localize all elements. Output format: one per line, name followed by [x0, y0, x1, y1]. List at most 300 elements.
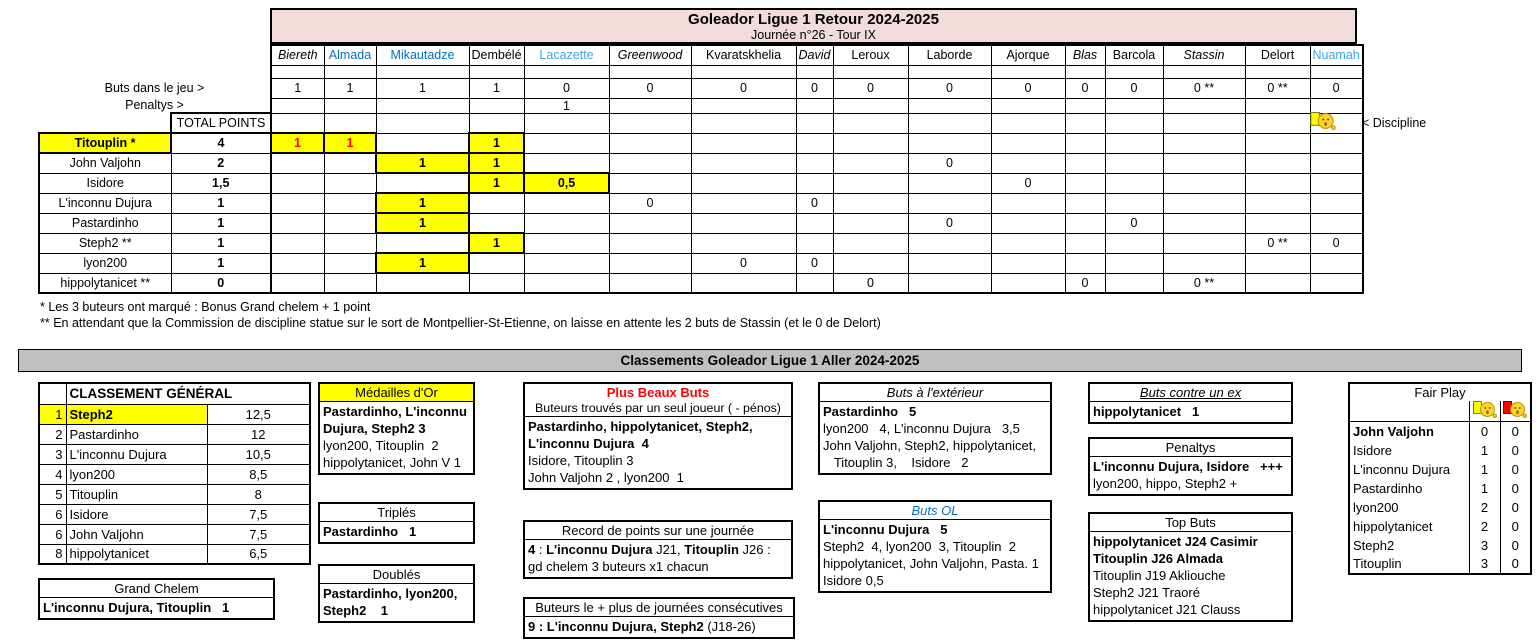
player-name-cell[interactable]: Isidore [39, 173, 171, 193]
total-row-cell[interactable] [908, 113, 991, 133]
player-name-cell[interactable]: Steph2 [1353, 537, 1395, 553]
empty-cell[interactable] [1310, 133, 1363, 153]
empty-cell[interactable] [991, 213, 1065, 233]
empty-cell[interactable] [324, 253, 376, 273]
goal-cell[interactable]: 1 [271, 133, 324, 153]
empty-cell[interactable] [524, 65, 609, 78]
points-cell[interactable]: 8 [207, 484, 310, 504]
empty-cell[interactable] [691, 133, 796, 153]
empty-cell[interactable] [1105, 193, 1163, 213]
player-name-cell[interactable]: L'inconnu Dujura [39, 193, 171, 213]
penalty-value-cell[interactable] [1163, 98, 1245, 113]
buts-value-cell[interactable]: 0 [524, 78, 609, 98]
empty-cell[interactable] [324, 153, 376, 173]
scorer-header-leroux[interactable]: Leroux [833, 45, 908, 65]
player-name-cell[interactable]: Steph2 [66, 404, 207, 424]
buts-value-cell[interactable]: 0 ** [1245, 78, 1310, 98]
player-name-cell[interactable]: Pastardinho [39, 213, 171, 233]
classement-row [39, 484, 310, 504]
player-total-cell[interactable]: 1 [171, 193, 271, 213]
red-card-count[interactable]: 0 [1500, 441, 1531, 460]
box-line-segment: Pastardinho, hippolytanicet, Steph2, L'inconnu Dujura 4 [528, 419, 760, 451]
rank-cell[interactable]: 6 [39, 524, 66, 544]
empty-cell[interactable] [991, 253, 1065, 273]
spacer [1349, 401, 1469, 422]
total-row-cell[interactable] [796, 113, 833, 133]
empty-cell[interactable] [376, 233, 469, 253]
box-line [525, 418, 791, 452]
yellow-card-count[interactable]: 2 [1469, 498, 1500, 517]
red-card-count[interactable]: 0 [1500, 460, 1531, 479]
empty-cell[interactable] [1310, 65, 1363, 78]
goal-cell[interactable]: 0 [1310, 233, 1363, 253]
empty-cell[interactable] [1105, 153, 1163, 173]
goal-cell[interactable]: 0 [908, 153, 991, 173]
goal-cell[interactable]: 0 ** [1163, 273, 1245, 293]
goal-cell[interactable]: 0 [1105, 213, 1163, 233]
yellow-card-smiley-icon [1469, 401, 1500, 422]
empty-cell[interactable] [908, 253, 991, 273]
empty-cell[interactable] [1245, 193, 1310, 213]
box-title: Triplés [320, 504, 473, 522]
empty-cell[interactable] [1065, 233, 1105, 253]
player-name-cell[interactable]: John Valjohn [66, 524, 207, 544]
total-row-cell[interactable] [524, 113, 609, 133]
empty-cell[interactable] [1065, 133, 1105, 153]
red-card-count[interactable]: 0 [1500, 517, 1531, 536]
buts-value-cell[interactable]: 1 [271, 78, 324, 98]
empty-cell[interactable] [271, 65, 324, 78]
box-title: Plus Beaux Buts [606, 385, 710, 400]
empty-cell[interactable] [1245, 133, 1310, 153]
empty-cell[interactable] [1105, 253, 1163, 273]
empty-cell[interactable] [324, 233, 376, 253]
rank-cell[interactable]: 1 [39, 404, 66, 424]
box-line-segment: : [535, 542, 547, 557]
yellow-card-count[interactable]: 3 [1469, 555, 1500, 574]
scorer-header-stassin[interactable]: Stassin [1163, 45, 1245, 65]
empty-cell[interactable] [691, 173, 796, 193]
penalty-value-cell[interactable] [469, 98, 524, 113]
empty-cell[interactable] [908, 133, 991, 153]
penalty-value-cell[interactable] [908, 98, 991, 113]
empty-cell[interactable] [1245, 273, 1310, 293]
empty-cell[interactable] [271, 253, 324, 273]
total-row-cell[interactable] [1065, 113, 1105, 133]
player-name-cell[interactable]: Steph2 ** [39, 233, 171, 253]
empty-cell[interactable] [609, 133, 691, 153]
player-name-cell[interactable]: hippolytanicet [1353, 518, 1433, 534]
buts-value-cell[interactable]: 0 ** [1163, 78, 1245, 98]
empty-cell[interactable] [908, 273, 991, 293]
empty-cell[interactable] [833, 253, 908, 273]
player-name-cell[interactable]: L'inconnu Dujura [1353, 461, 1451, 477]
empty-cell[interactable] [1310, 193, 1363, 213]
scorer-header-laborde[interactable]: Laborde [908, 45, 991, 65]
empty-cell[interactable] [991, 233, 1065, 253]
player-total-cell[interactable]: 1 [171, 233, 271, 253]
penalty-value-cell[interactable] [609, 98, 691, 113]
empty-cell[interactable] [609, 213, 691, 233]
goal-cell[interactable]: 1 [324, 133, 376, 153]
buts-value-cell[interactable]: 0 [609, 78, 691, 98]
buts-value-cell[interactable]: 0 [1105, 78, 1163, 98]
page-subtitle: Journée n°26 - Tour IX [751, 28, 876, 42]
empty-cell[interactable] [324, 273, 376, 293]
empty-cell[interactable] [1310, 213, 1363, 233]
goal-cell[interactable]: 1 [376, 253, 469, 273]
goal-cell[interactable]: 0 [991, 173, 1065, 193]
box-line [525, 469, 791, 486]
empty-cell[interactable] [324, 213, 376, 233]
empty-cell[interactable] [271, 273, 324, 293]
penalty-value-cell[interactable] [796, 98, 833, 113]
rank-cell[interactable]: 6 [39, 504, 66, 524]
empty-cell[interactable] [376, 133, 469, 153]
scorer-header-dembélé[interactable]: Dembélé [469, 45, 524, 65]
scorer-header-biereth[interactable]: Biereth [271, 45, 324, 65]
total-row-cell[interactable] [833, 113, 908, 133]
goal-cell[interactable]: 0 [1065, 273, 1105, 293]
player-name-cell[interactable]: lyon200 [66, 464, 207, 484]
record-points-box [523, 520, 793, 579]
empty-cell[interactable] [1163, 213, 1245, 233]
empty-cell[interactable] [991, 65, 1065, 78]
empty-cell[interactable] [376, 65, 469, 78]
player-name-cell[interactable]: hippolytanicet ** [39, 273, 171, 293]
empty-cell[interactable] [1163, 233, 1245, 253]
player-name-cell[interactable]: lyon200 [39, 253, 171, 273]
empty-cell[interactable] [524, 233, 609, 253]
box-title: Penaltys [1090, 439, 1291, 457]
player-name-cell[interactable]: Pastardinho [1353, 480, 1423, 496]
empty-cell[interactable] [1105, 273, 1163, 293]
goal-cell[interactable]: 1 [469, 173, 524, 193]
empty-cell[interactable] [524, 253, 609, 273]
buts-value-cell[interactable]: 0 [833, 78, 908, 98]
player-name-cell[interactable]: Pastardinho [66, 424, 207, 444]
empty-cell[interactable] [908, 173, 991, 193]
classement-general-table [38, 382, 311, 565]
penalty-value-cell[interactable] [833, 98, 908, 113]
buts-value-cell[interactable]: 1 [469, 78, 524, 98]
empty-cell[interactable] [1065, 65, 1105, 78]
yellow-card-count[interactable]: 1 [1469, 460, 1500, 479]
empty-cell[interactable] [691, 65, 796, 78]
points-cell[interactable]: 7,5 [207, 524, 310, 544]
box-line-segment: hippolytanicet J21 Clauss [1093, 602, 1241, 617]
scorer-header-blas[interactable]: Blas [1065, 45, 1105, 65]
total-row-cell[interactable] [991, 113, 1065, 133]
empty-cell[interactable] [324, 193, 376, 213]
empty-cell[interactable] [1105, 65, 1163, 78]
empty-cell[interactable] [1310, 153, 1363, 173]
buts-value-cell[interactable]: 1 [376, 78, 469, 98]
empty-cell[interactable] [691, 193, 796, 213]
player-total-cell[interactable]: 2 [171, 153, 271, 173]
box-line [1090, 458, 1291, 475]
empty-cell[interactable] [271, 213, 324, 233]
empty-cell[interactable] [796, 65, 833, 78]
total-row-cell[interactable] [609, 113, 691, 133]
buts-value-cell[interactable]: 0 [1310, 78, 1363, 98]
penalty-value-cell[interactable] [1105, 98, 1163, 113]
player-name-cell[interactable]: John Valjohn [1353, 423, 1434, 439]
penalty-value-cell[interactable] [1310, 98, 1363, 113]
empty-cell[interactable] [1105, 233, 1163, 253]
red-card-count[interactable]: 0 [1500, 498, 1531, 517]
scorer-header-barcola[interactable]: Barcola [1105, 45, 1163, 65]
goal-cell[interactable]: 1 [376, 193, 469, 213]
empty-cell[interactable] [1065, 173, 1105, 193]
scorer-header-david[interactable]: David [796, 45, 833, 65]
empty-cell[interactable] [1245, 173, 1310, 193]
red-card-count[interactable]: 0 [1500, 422, 1531, 441]
goal-cell[interactable]: 1 [376, 213, 469, 233]
goal-cell[interactable]: 0 [908, 213, 991, 233]
goal-cell[interactable]: 0 [796, 253, 833, 273]
player-total-cell[interactable]: 0 [171, 273, 271, 293]
empty-cell[interactable] [1245, 253, 1310, 273]
scorer-header-kvaratskhelia[interactable]: Kvaratskhelia [691, 45, 796, 65]
empty-cell[interactable] [833, 193, 908, 213]
empty-cell[interactable] [1245, 65, 1310, 78]
scorer-header-ajorque[interactable]: Ajorque [991, 45, 1065, 65]
yellow-card-count[interactable]: 2 [1469, 517, 1500, 536]
empty-cell[interactable] [691, 213, 796, 233]
player-name-cell[interactable]: Isidore [66, 504, 207, 524]
empty-cell[interactable] [271, 193, 324, 213]
empty-cell[interactable] [524, 213, 609, 233]
empty-cell[interactable] [1163, 253, 1245, 273]
empty-cell[interactable] [609, 173, 691, 193]
red-card-smiley-icon [1500, 401, 1531, 422]
buts-value-cell[interactable]: 0 [796, 78, 833, 98]
empty-cell[interactable] [609, 153, 691, 173]
points-cell[interactable]: 6,5 [207, 544, 310, 564]
classement-row [39, 444, 310, 464]
rank-cell[interactable]: 3 [39, 444, 66, 464]
scorer-header-delort[interactable]: Delort [1245, 45, 1310, 65]
player-name-cell[interactable]: hippolytanicet [66, 544, 207, 564]
points-cell[interactable]: 7,5 [207, 504, 310, 524]
goal-cell[interactable]: 1 [469, 133, 524, 153]
player-total-cell[interactable]: 4 [171, 133, 271, 153]
penalty-value-cell[interactable] [691, 98, 796, 113]
empty-cell[interactable] [1065, 193, 1105, 213]
total-row-cell[interactable] [376, 113, 469, 133]
empty-cell[interactable] [1245, 213, 1310, 233]
player-name-cell[interactable]: Titouplin * [39, 133, 171, 153]
empty-cell[interactable] [1163, 65, 1245, 78]
empty-cell[interactable] [991, 193, 1065, 213]
total-row-cell[interactable] [271, 113, 324, 133]
total-row-cell[interactable] [691, 113, 796, 133]
goal-cell[interactable]: 0,5 [524, 173, 609, 193]
fair-play-row [1349, 460, 1531, 479]
empty-cell[interactable] [991, 153, 1065, 173]
classement-corner-cell[interactable] [39, 383, 66, 404]
empty-cell[interactable] [796, 153, 833, 173]
empty-cell[interactable] [271, 173, 324, 193]
empty-cell[interactable] [1065, 253, 1105, 273]
box-line-segment: Titouplin 3, Isidore 2 [823, 455, 969, 470]
player-name-cell[interactable]: Titouplin [1353, 556, 1402, 571]
total-row-cell[interactable] [1105, 113, 1163, 133]
empty-cell[interactable] [833, 173, 908, 193]
red-card-count[interactable]: 0 [1500, 555, 1531, 574]
empty-cell[interactable] [376, 273, 469, 293]
empty-cell[interactable] [324, 173, 376, 193]
buts-value-cell[interactable]: 0 [1065, 78, 1105, 98]
scorer-header-almada[interactable]: Almada [324, 45, 376, 65]
empty-cell[interactable] [609, 65, 691, 78]
empty-cell[interactable] [524, 193, 609, 213]
total-row-cell[interactable] [469, 113, 524, 133]
empty-cell[interactable] [1105, 133, 1163, 153]
points-cell[interactable]: 12 [207, 424, 310, 444]
empty-cell[interactable] [1310, 173, 1363, 193]
box-line-segment: Isidore, Titouplin 3 [528, 453, 634, 468]
empty-cell[interactable] [271, 153, 324, 173]
penalty-value-cell[interactable] [376, 98, 469, 113]
penalty-value-cell[interactable] [271, 98, 324, 113]
goal-cell[interactable]: 1 [469, 153, 524, 173]
yellow-card-count[interactable]: 3 [1469, 536, 1500, 555]
empty-cell[interactable] [908, 65, 991, 78]
penalty-value-cell[interactable]: 1 [524, 98, 609, 113]
box-line-segment: L'inconnu Dujura 5 [823, 522, 948, 537]
empty-cell[interactable] [691, 273, 796, 293]
player-name-cell[interactable]: L'inconnu Dujura [66, 444, 207, 464]
empty-cell[interactable] [609, 233, 691, 253]
red-card-count[interactable]: 0 [1500, 479, 1531, 498]
empty-cell[interactable] [1163, 153, 1245, 173]
penalty-value-cell[interactable] [991, 98, 1065, 113]
empty-cell[interactable] [469, 253, 524, 273]
empty-cell[interactable] [469, 273, 524, 293]
empty-cell[interactable] [469, 213, 524, 233]
yellow-card-count[interactable]: 1 [1469, 479, 1500, 498]
box-title: Buts à l'extérieur [820, 384, 1050, 402]
goal-cell[interactable]: 0 [796, 193, 833, 213]
goal-cell[interactable]: 1 [469, 233, 524, 253]
points-cell[interactable]: 12,5 [207, 404, 310, 424]
goal-cell[interactable]: 0 [691, 253, 796, 273]
goal-cell[interactable]: 0 ** [1245, 233, 1310, 253]
rank-cell[interactable]: 2 [39, 424, 66, 444]
scorer-header-lacazette[interactable]: Lacazette [524, 45, 609, 65]
goal-cell[interactable]: 1 [376, 153, 469, 173]
empty-cell[interactable] [1245, 153, 1310, 173]
penalty-value-cell[interactable] [1245, 98, 1310, 113]
empty-cell[interactable] [1065, 213, 1105, 233]
empty-cell[interactable] [691, 153, 796, 173]
buts-value-cell[interactable]: 0 [991, 78, 1065, 98]
empty-cell[interactable] [609, 253, 691, 273]
total-row-cell[interactable] [1245, 113, 1310, 133]
empty-cell[interactable] [796, 173, 833, 193]
empty-cell[interactable] [1310, 273, 1363, 293]
empty-cell[interactable] [1105, 173, 1163, 193]
yellow-card-count[interactable]: 1 [1469, 441, 1500, 460]
empty-cell[interactable] [691, 233, 796, 253]
box-line-segment: gd chelem 3 buteurs x1 chacun [528, 559, 709, 574]
empty-cell[interactable] [908, 233, 991, 253]
goal-cell[interactable]: 0 [833, 273, 908, 293]
buts-value-cell[interactable]: 1 [324, 78, 376, 98]
empty-cell[interactable] [796, 133, 833, 153]
empty-cell[interactable] [469, 65, 524, 78]
empty-cell[interactable] [908, 193, 991, 213]
buts-value-cell[interactable]: 0 [908, 78, 991, 98]
empty-cell[interactable] [796, 273, 833, 293]
main-table-title-bar [270, 8, 1357, 44]
empty-cell[interactable] [833, 153, 908, 173]
empty-cell[interactable] [833, 65, 908, 78]
total-row-cell[interactable] [324, 113, 376, 133]
player-total-cell[interactable]: 1 [171, 253, 271, 273]
empty-cell[interactable] [1163, 133, 1245, 153]
empty-cell[interactable] [833, 213, 908, 233]
player-name-cell[interactable]: John Valjohn [39, 153, 171, 173]
empty-cell[interactable] [1310, 253, 1363, 273]
rank-cell[interactable]: 4 [39, 464, 66, 484]
empty-cell[interactable] [796, 233, 833, 253]
red-card-count[interactable]: 0 [1500, 536, 1531, 555]
empty-cell[interactable] [324, 65, 376, 78]
empty-cell[interactable] [1163, 193, 1245, 213]
buts-value-cell[interactable]: 0 [691, 78, 796, 98]
points-cell[interactable]: 8,5 [207, 464, 310, 484]
player-name-cell[interactable]: Isidore [1353, 442, 1393, 458]
empty-cell[interactable] [524, 273, 609, 293]
empty-cell[interactable] [796, 213, 833, 233]
box-title: Top Buts [1090, 514, 1291, 532]
points-cell[interactable]: 10,5 [207, 444, 310, 464]
box-line [820, 403, 1050, 420]
empty-cell[interactable] [833, 233, 908, 253]
goal-cell[interactable]: 0 [609, 193, 691, 213]
player-name-cell[interactable]: lyon200 [1353, 499, 1399, 515]
penalty-value-cell[interactable] [324, 98, 376, 113]
player-name-cell[interactable]: Titouplin [66, 484, 207, 504]
penalty-value-cell[interactable] [1065, 98, 1105, 113]
empty-cell[interactable] [1163, 173, 1245, 193]
empty-cell[interactable] [991, 273, 1065, 293]
empty-cell[interactable] [1065, 153, 1105, 173]
empty-cell[interactable] [469, 193, 524, 213]
empty-cell[interactable] [271, 233, 324, 253]
empty-cell[interactable] [524, 133, 609, 153]
fair-play-row [1349, 517, 1531, 536]
rank-cell[interactable]: 8 [39, 544, 66, 564]
empty-cell[interactable] [524, 153, 609, 173]
player-total-cell[interactable]: 1,5 [171, 173, 271, 193]
total-row-cell[interactable] [1163, 113, 1245, 133]
empty-cell[interactable] [991, 133, 1065, 153]
scorer-header-nuamah[interactable]: Nuamah [1310, 45, 1363, 65]
yellow-card-count[interactable]: 0 [1469, 422, 1500, 441]
empty-cell[interactable] [609, 273, 691, 293]
rank-cell[interactable]: 5 [39, 484, 66, 504]
penaltys-box [1088, 437, 1293, 496]
empty-cell[interactable] [833, 133, 908, 153]
empty-cell[interactable] [376, 173, 469, 193]
player-total-cell[interactable]: 1 [171, 213, 271, 233]
scorer-header-greenwood[interactable]: Greenwood [609, 45, 691, 65]
scorer-header-mikautadze[interactable]: Mikautadze [376, 45, 469, 65]
